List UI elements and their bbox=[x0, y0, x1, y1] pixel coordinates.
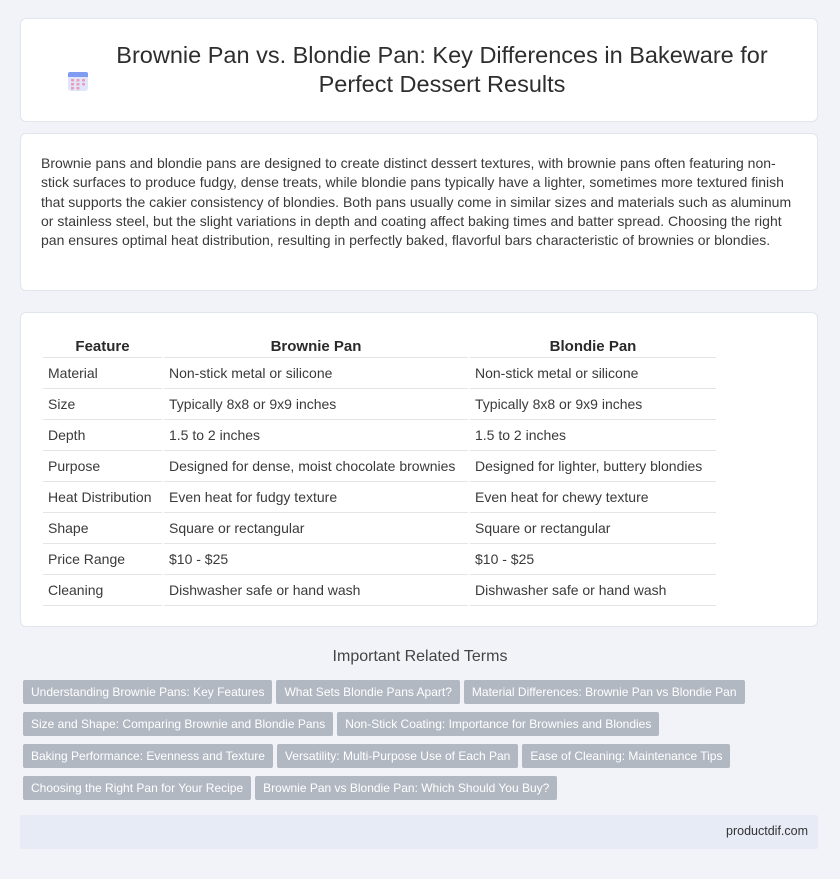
title-wrap bbox=[59, 41, 779, 99]
table-cell: Typically 8x8 or 9x9 inches bbox=[164, 389, 468, 420]
related-tag-link[interactable]: What Sets Blondie Pans Apart? bbox=[276, 680, 459, 704]
table-cell: Depth bbox=[43, 420, 162, 451]
related-tag-link[interactable]: Size and Shape: Comparing Brownie and Blondie Pans bbox=[23, 712, 333, 736]
table-cell: Price Range bbox=[43, 544, 162, 575]
table-cell: Size bbox=[43, 389, 162, 420]
table-cell: Designed for lighter, buttery blondies bbox=[470, 451, 716, 482]
related-tag-link[interactable]: Versatility: Multi-Purpose Use of Each Pan bbox=[277, 744, 518, 768]
intro-card bbox=[20, 133, 818, 291]
related-tag-link[interactable]: Non-Stick Coating: Importance for Brownies and Blondies bbox=[337, 712, 659, 736]
column-header-blondie-pan: Blondie Pan bbox=[470, 332, 716, 358]
table-row bbox=[43, 513, 716, 544]
table-row bbox=[43, 482, 716, 513]
related-tag-link[interactable]: Baking Performance: Evenness and Texture bbox=[23, 744, 273, 768]
table-cell: Square or rectangular bbox=[470, 513, 716, 544]
table-cell: $10 - $25 bbox=[470, 544, 716, 575]
calendar-icon bbox=[66, 69, 90, 93]
header-card bbox=[20, 18, 818, 122]
table-cell: Shape bbox=[43, 513, 162, 544]
footer-site-name: productdif.com bbox=[726, 824, 808, 838]
table-cell: 1.5 to 2 inches bbox=[164, 420, 468, 451]
table-row bbox=[43, 389, 716, 420]
footer bbox=[20, 815, 818, 849]
table-cell: Designed for dense, moist chocolate brownies bbox=[164, 451, 468, 482]
related-tag-link[interactable]: Ease of Cleaning: Maintenance Tips bbox=[522, 744, 730, 768]
table-cell: Non-stick metal or silicone bbox=[470, 358, 716, 389]
table-cell: $10 - $25 bbox=[164, 544, 468, 575]
intro-paragraph: Brownie pans and blondie pans are designed to create distinct dessert textures, with brownie pans often featuring non-stick surfaces to produce fudgy, dense treats, while blondie pans typically have a lighter, sometimes more textured finish that supports the cakier consistency of blondies. Both pans usually come in similar sizes and materials such as aluminum or stainless steel, but the slight variations in depth and coating affect baking times and batter spread. Choosing the right pan ensures optimal heat distribution, resulting in perfectly baked, flavorful bars characteristic of brownies or blondies. bbox=[41, 155, 792, 249]
related-terms-tags bbox=[23, 680, 823, 808]
table-cell: Purpose bbox=[43, 451, 162, 482]
table-cell: Material bbox=[43, 358, 162, 389]
table-cell: Heat Distribution bbox=[43, 482, 162, 513]
table-cell: 1.5 to 2 inches bbox=[470, 420, 716, 451]
table-cell: Cleaning bbox=[43, 575, 162, 606]
page-title: Brownie Pan vs. Blondie Pan: Key Differences in Bakeware for Perfect Dessert Results bbox=[116, 42, 768, 97]
related-terms-heading: Important Related Terms bbox=[332, 648, 508, 665]
column-header-brownie-pan: Brownie Pan bbox=[164, 332, 468, 358]
table-cell: Even heat for chewy texture bbox=[470, 482, 716, 513]
table-row bbox=[43, 575, 716, 606]
table-cell: Square or rectangular bbox=[164, 513, 468, 544]
table-row bbox=[43, 358, 716, 389]
related-tag-link[interactable]: Material Differences: Brownie Pan vs Blondie Pan bbox=[464, 680, 745, 704]
column-header-feature: Feature bbox=[43, 332, 162, 358]
table-row bbox=[43, 451, 716, 482]
table-row bbox=[43, 420, 716, 451]
table-cell: Even heat for fudgy texture bbox=[164, 482, 468, 513]
related-tag-link[interactable]: Brownie Pan vs Blondie Pan: Which Should You Buy? bbox=[255, 776, 557, 800]
table-cell: Typically 8x8 or 9x9 inches bbox=[470, 389, 716, 420]
table-cell: Dishwasher safe or hand wash bbox=[470, 575, 716, 606]
related-tag-link[interactable]: Understanding Brownie Pans: Key Features bbox=[23, 680, 272, 704]
table-header-row bbox=[43, 332, 716, 358]
table-card bbox=[20, 312, 818, 627]
table-cell: Dishwasher safe or hand wash bbox=[164, 575, 468, 606]
table-row bbox=[43, 544, 716, 575]
comparison-table bbox=[41, 332, 718, 606]
table-cell: Non-stick metal or silicone bbox=[164, 358, 468, 389]
related-tag-link[interactable]: Choosing the Right Pan for Your Recipe bbox=[23, 776, 251, 800]
